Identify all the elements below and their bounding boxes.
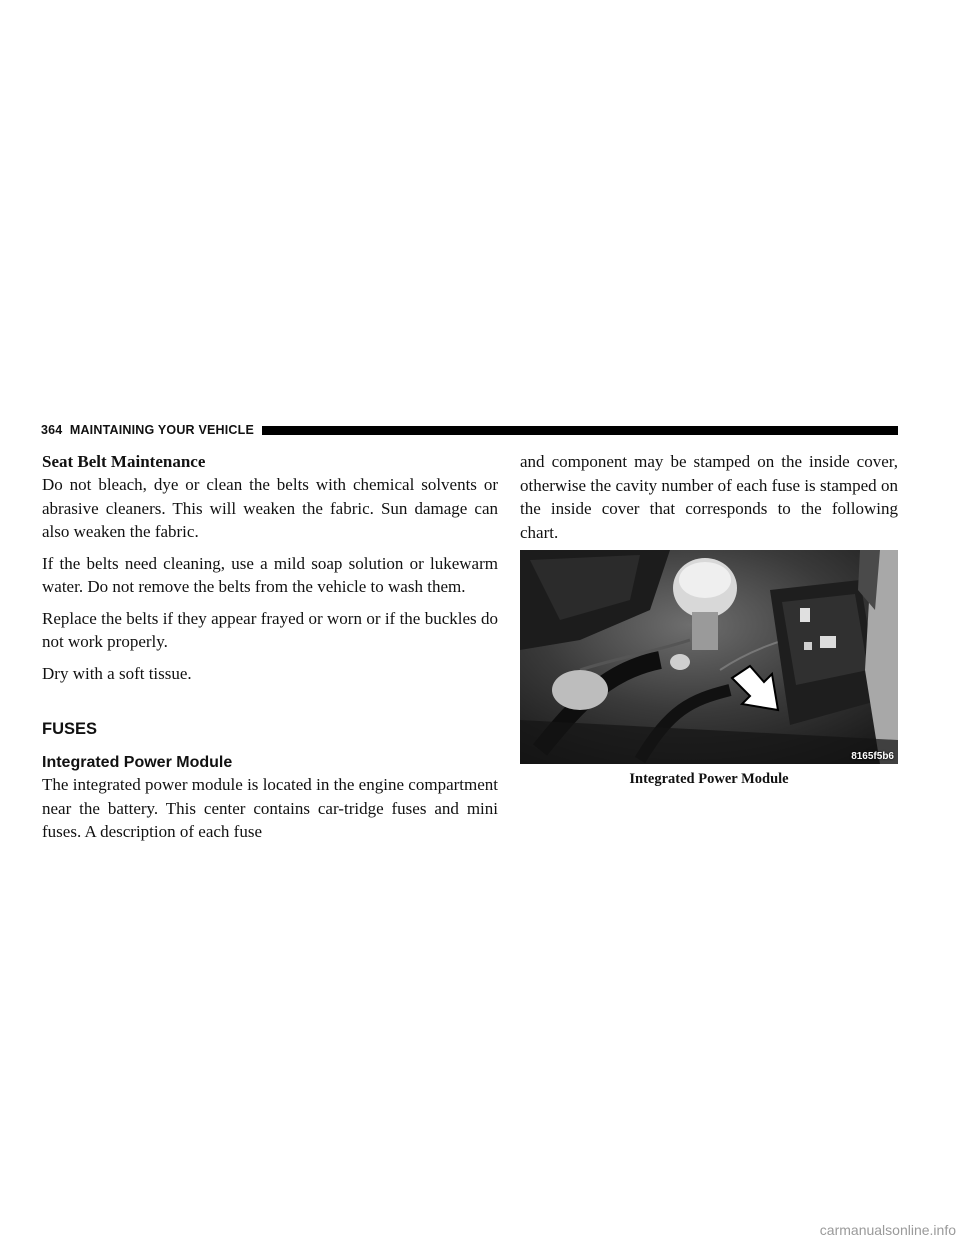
paragraph-bleach: Do not bleach, dye or clean the belts with chemical solvents or abrasive cleaners. This will weaken the fabric. Sun damage can also weaken the fabric. bbox=[42, 475, 498, 541]
header-label bbox=[41, 423, 254, 437]
figure-caption: Integrated Power Module bbox=[629, 771, 789, 787]
paragraph-cleaning: If the belts need cleaning, use a mild soap solution or lukewarm water. Do not remove the belts from the vehicle to wash them. bbox=[42, 553, 498, 596]
page-header bbox=[41, 420, 898, 440]
section-title: MAINTAINING YOUR VEHICLE bbox=[69, 423, 255, 437]
paragraph-replace: Replace the belts if they appear frayed or worn or if the buckles do not work properly. bbox=[42, 608, 498, 651]
watermark: carmanualsonline.info bbox=[819, 1222, 956, 1238]
left-column bbox=[42, 450, 498, 844]
right-column bbox=[520, 450, 898, 788]
figure-id: 8165f5b6 bbox=[851, 751, 894, 762]
paragraph-stamped-cover: and component may be stamped on the inside cover, otherwise the cavity number of each fuse is stamped on the inside cover that corresponds to the following chart. bbox=[520, 452, 898, 542]
page-number: 364 bbox=[41, 423, 63, 437]
engine-photo-illustration bbox=[520, 550, 898, 764]
engine-compartment-photo bbox=[520, 550, 898, 764]
paragraph-module-location: The integrated power module is located in the engine compartment near the battery. This center contains car-tridge fuses and mini fuses. A description of each fuse bbox=[42, 775, 498, 841]
integrated-power-module-heading: Integrated Power Module bbox=[42, 754, 233, 771]
paragraph-dry: Dry with a soft tissue. bbox=[42, 663, 192, 683]
seat-belt-maintenance-heading: Seat Belt Maintenance bbox=[42, 452, 206, 471]
header-rule bbox=[262, 426, 898, 435]
fuses-heading: FUSES bbox=[42, 720, 98, 738]
